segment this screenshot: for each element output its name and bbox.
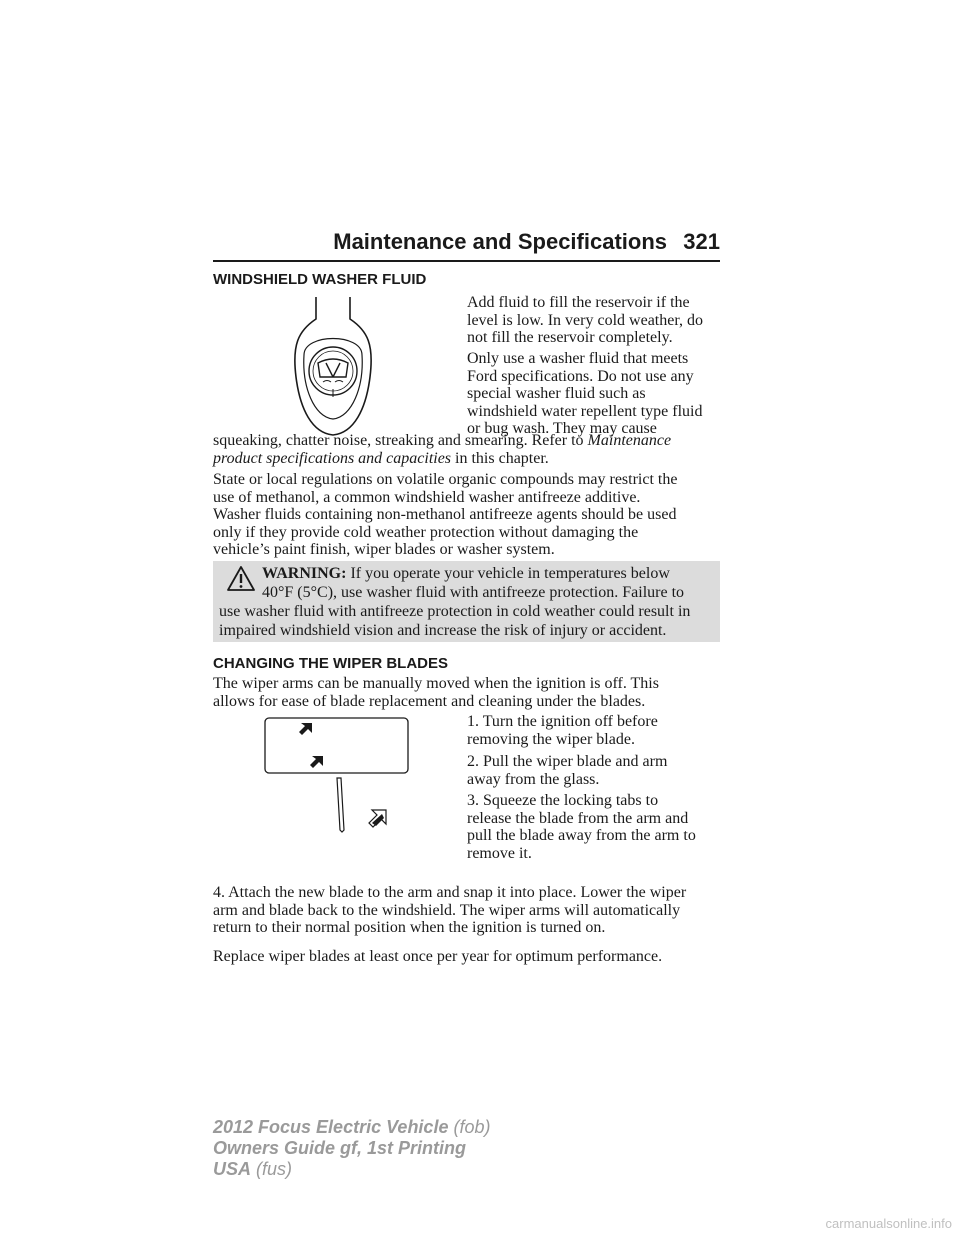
text-line: or bug wash. They may cause [467,420,657,437]
text-line: away from the glass. [467,770,600,788]
text-line: State or local regulations on volatile organic compounds may restrict the [213,471,678,488]
closing-paragraph: Replace wiper blades at least once per year for optimum performance. [213,948,663,965]
watermark: carmanualsonline.info [825,1216,952,1231]
text-line: 2. Pull the wiper blade and arm [467,753,668,770]
footer-market-code: (fus) [251,1159,293,1179]
step-1 [467,713,658,748]
text-line: The wiper arms can be manually moved when the ignition is off. This [213,675,659,692]
cross-reference: Maintenance [587,432,672,449]
text-line: windshield water repellent type fluid [467,402,703,420]
step-3 [467,792,696,862]
warning-line-2: 40°F (5°C), use washer fluid with antifreeze protection. Failure to [262,584,685,601]
text-line: removing the wiper blade. [467,730,635,748]
text-line: 3. Squeeze the locking tabs to [467,792,659,809]
washer-fluid-paragraph-1 [467,294,703,347]
footer-line-3 [213,1159,292,1180]
text-line: remove it. [467,844,532,862]
washer-fluid-heading: WINDSHIELD WASHER FLUID [213,271,427,288]
text-line: arm and blade back to the windshield. The wiper arms will automatically [213,901,681,919]
footer-line-2: Owners Guide gf, 1st Printing [213,1138,467,1158]
footer-market: USA [213,1159,252,1179]
warning-line-4: impaired windshield vision and increase the risk of injury or accident. [219,622,667,639]
cross-reference: product specifications and capacities [213,449,452,467]
wiper-blades-heading: CHANGING THE WIPER BLADES [213,655,449,672]
warning-label: WARNING: [262,565,347,582]
text-line: not fill the reservoir completely. [467,329,673,346]
text-line: Only use a washer fluid that meets [467,350,689,367]
text-line: special washer fluid such as [467,385,646,402]
text-line: only if they provide cold weather protection without damaging the [213,523,639,541]
step-2 [467,753,667,788]
text-line: vehicle’s paint finish, wiper blades or washer system. [213,541,555,558]
footer-code: (fob) [448,1117,491,1137]
text-line: return to their normal position when the ignition is turned on. [213,919,606,936]
page-number: 321 [683,229,720,254]
text-line: Ford specifications. Do not use any [467,367,694,385]
warning-triangle-icon [226,565,256,592]
text-line: level is low. In very cold weather, do [467,311,704,329]
warning-line-3: use washer fluid with antifreeze protection in cold weather could result in [219,603,691,620]
text-line: squeaking, chatter noise, streaking and smearing. Refer to [213,432,584,449]
footer-model: 2012 Focus Electric Vehicle [213,1117,449,1137]
text-line: If you operate your vehicle in temperatures below [346,565,670,582]
text-line: Add fluid to fill the reservoir if the [467,294,690,311]
washer-fluid-paragraph-3 [213,471,677,559]
text-line: pull the blade away from the arm to [467,827,696,844]
washer-reservoir-cap-illustration [290,297,376,439]
text-line: release the blade from the arm and [467,809,689,827]
text-line: 1. Turn the ignition off before [467,713,658,730]
washer-fluid-paragraph-2 [467,350,702,438]
footer-line-1 [213,1117,490,1138]
text-line: allows for ease of blade replacement and cleaning under the blades. [213,692,646,710]
step-4 [213,884,686,937]
warning-line-1 [262,563,670,584]
text-line: Washer fluids containing non-methanol antifreeze agents should be used [213,506,677,523]
text-line: 4. Attach the new blade to the arm and snap it into place. Lower the wiper [213,884,687,901]
wiper-blades-intro [213,675,659,710]
header-rule [213,260,720,262]
wiper-blade-removal-illustration [262,714,412,844]
washer-fluid-paragraph-2-continued [213,432,671,467]
page-header-title: Maintenance and Specifications [333,229,667,254]
text-line: in this chapter. [451,449,549,467]
text-line: use of methanol, a common windshield washer antifreeze additive. [213,488,641,506]
